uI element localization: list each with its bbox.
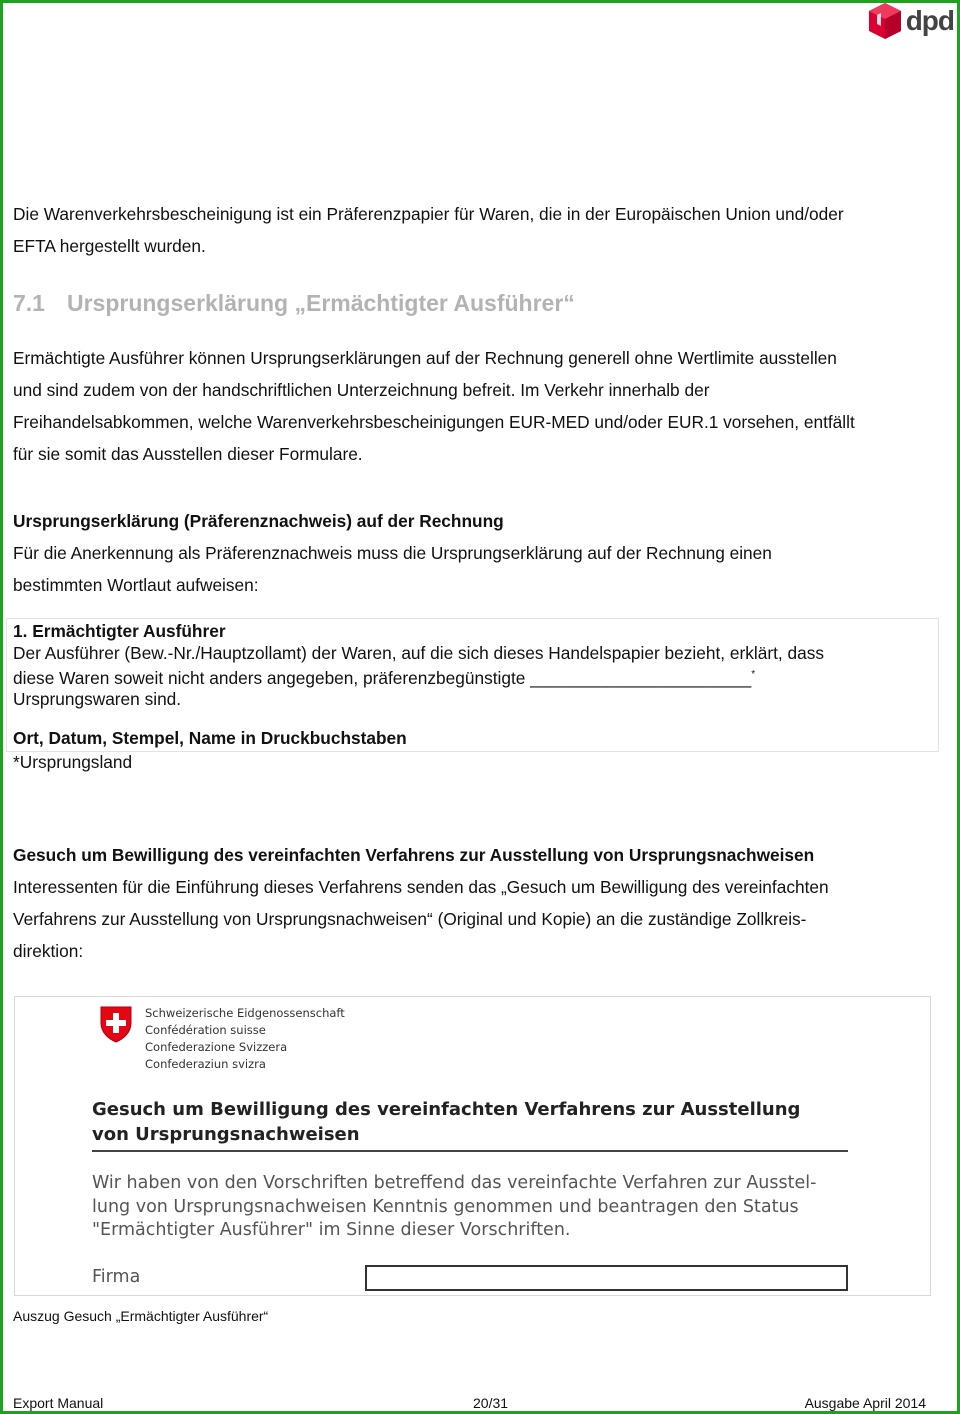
footer-edition: Ausgabe April 2014 <box>804 1395 926 1411</box>
section-title: Ursprungserklärung „Ermächtigter Ausführer“ <box>66 290 575 316</box>
footer-title: Export Manual <box>13 1395 104 1411</box>
form-divider <box>92 1150 848 1152</box>
form-title: Gesuch um Bewilligung des vereinfachten Verfahrens zur Ausstellung von Ursprungsnachweisen <box>92 1099 801 1145</box>
firma-field <box>365 1265 848 1291</box>
footer-page-number: 20/31 <box>473 1395 509 1411</box>
section-number: 7.1 <box>13 290 45 316</box>
figure-caption: Auszug Gesuch „Ermächtigter Ausführer“ <box>13 1308 269 1324</box>
dpd-cube-icon <box>868 2 902 40</box>
swiss-shield-icon <box>99 1005 133 1043</box>
declaration-title: 1. Ermächtigter Ausführer <box>13 621 226 641</box>
firma-label: Firma <box>92 1267 141 1287</box>
section-paragraph: Ermächtigte Ausführer können Ursprungserklärungen auf der Rechnung generell ohne Wertlimite ausstellen und sind zudem von der handschriftlichen Unterzeichnung befreit. Im Verkehr innerhalb der Freihandelsabkommen, welche Warenverkehrsbescheinigungen EUR-MED und/oder EUR.1 vorsehen, entfällt für sie somit das Ausstellen dieser Formulare. <box>13 348 855 464</box>
section-heading <box>13 290 575 317</box>
simplified-paragraph: Interessenten für die Einführung dieses Verfahrens senden das „Gesuch um Bewilligung des vereinfachten Verfahrens zur Ausstellung von Ursprungsnachweisen“ (Original und Kopie) an die zuständige Zollkreis- direktion: <box>13 877 829 961</box>
form-excerpt-image <box>14 996 931 1296</box>
dpd-logo <box>868 2 954 40</box>
invoice-paragraph: Für die Anerkennung als Präferenznachweis muss die Ursprungserklärung auf der Rechnung einen bestimmten Wortlaut aufweisen: <box>13 543 772 595</box>
footnote-mark: * <box>751 669 756 680</box>
dpd-wordmark: dpd <box>905 5 954 36</box>
intro-paragraph: Die Warenverkehrsbescheinigung ist ein Präferenzpapier für Waren, die in der Europäischen Union und/oder EFTA hergestellt wurden. <box>13 204 844 256</box>
declaration-text: 1. Ermächtigter Ausführer Der Ausführer (Bew.-Nr./Hauptzollamt) der Waren, auf die sich dieses Handelspapier bezieht, erklärt, dass diese Waren soweit nicht anders angegeben, präferenzbegünstigte _______________________* Ursprungswaren sind. <box>13 621 913 711</box>
agency-names: Schweizerische Eidgenossenschaft Confédération suisse Confederazione Svizzera Confederaziun svizra <box>145 1006 345 1071</box>
invoice-heading: Ursprungserklärung (Präferenznachweis) auf der Rechnung <box>13 511 504 531</box>
form-body-text: Wir haben von den Vorschriften betreffend das vereinfachte Verfahren zur Ausstel- lung von Ursprungsnachweisen Kenntnis genommen und beantragen den Status "Ermächtigter Ausführer" im Sinne dieser Vorschriften. <box>92 1173 817 1240</box>
signature-label: Ort, Datum, Stempel, Name in Druckbuchstaben <box>13 728 407 748</box>
origin-footnote: *Ursprungsland <box>13 752 133 772</box>
simplified-heading: Gesuch um Bewilligung des vereinfachten Verfahrens zur Ausstellung von Ursprungsnachweisen <box>13 845 815 865</box>
